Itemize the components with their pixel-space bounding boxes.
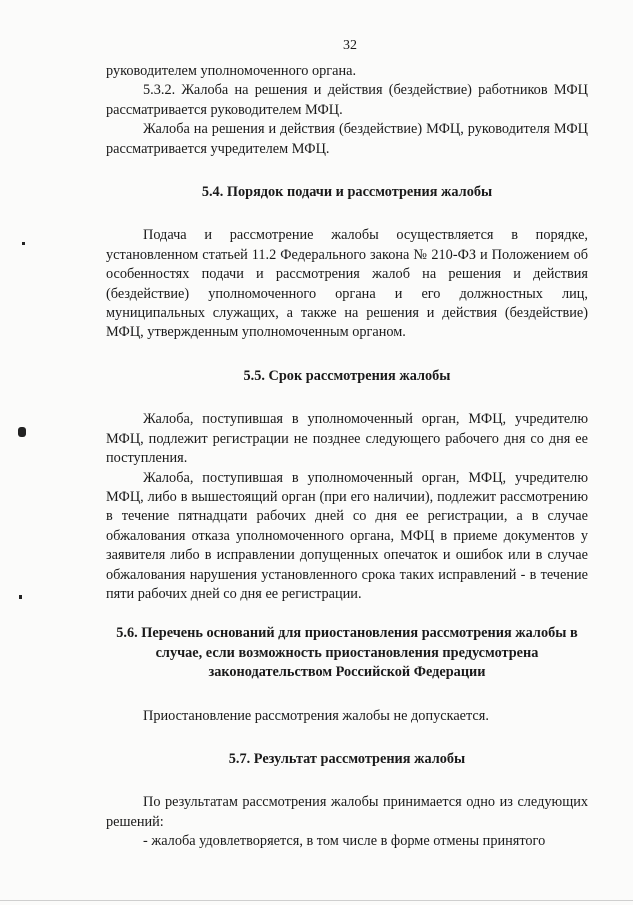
spacer (106, 343, 588, 367)
document-body (106, 62, 588, 852)
paragraph: 5.3.2. Жалоба на решения и действия (бездействие) работников МФЦ рассматривается руководителем МФЦ. (106, 82, 588, 118)
section-heading: 5.7. Результат рассмотрения жалобы (228, 750, 466, 767)
scan-mark (22, 242, 25, 245)
paragraph: Жалоба, поступившая в уполномоченный орган, МФЦ, учредителю МФЦ, подлежит регистрации не позднее следующего рабочего дня со дня ее поступления. (106, 411, 588, 467)
spacer (106, 769, 588, 793)
spacer (106, 726, 588, 750)
spacer (106, 159, 588, 183)
paragraph: Подача и рассмотрение жалобы осуществляется в порядке, установленном статьей 11.2 Федерального закона № 210-ФЗ и Положением об особенностях подачи и рассмотрения жалоб на решения и действия (бездействие) уполномоченного органа и его должностных лиц, муниципальных служащих, а также на решения и действия (бездействие) МФЦ, утвержденным уполномоченным органом. (106, 227, 588, 341)
page-number: 32 (343, 38, 357, 53)
section-heading: 5.5. Срок рассмотрения жалобы (243, 367, 451, 384)
scan-mark (19, 595, 22, 599)
scan-mark (18, 427, 26, 437)
paragraph: Жалоба, поступившая в уполномоченный орган, МФЦ, учредителю МФЦ, либо в вышестоящий орган (при его наличии), подлежит рассмотрению в течение пятнадцати рабочих дней со дня ее регистрации, а в случае обжалования отказа уполномоченного органа, МФЦ в приеме документов у заявителя либо в исправлении допущенных опечаток и ошибок или в случае обжалования нарушения установленного срока таких исправлений - в течение пяти рабочих дней со дня ее регистрации. (106, 469, 588, 602)
paragraph: По результатам рассмотрения жалобы принимается одно из следующих решений: (106, 794, 588, 830)
paragraph: Приостановление рассмотрения жалобы не допускается. (143, 707, 489, 724)
paragraph: руководителем уполномоченного органа. (106, 63, 357, 79)
page-edge-line (0, 900, 633, 901)
spacer (106, 202, 588, 226)
spacer (106, 386, 588, 410)
section-heading: 5.4. Порядок подачи и рассмотрения жалобы (201, 184, 493, 201)
paragraph: - жалоба удовлетворяется, в том числе в форме отмены принятого (143, 833, 546, 850)
section-heading: 5.6. Перечень оснований для приостановления рассмотрения жалобы в случае, если возможность приостановления предусмотрена законодательством Российской Федерации (116, 625, 578, 681)
paragraph: Жалоба на решения и действия (бездействие) МФЦ, руководителя МФЦ рассматривается учредителем МФЦ. (106, 121, 588, 157)
spacer (106, 683, 588, 707)
spacer (106, 604, 588, 624)
